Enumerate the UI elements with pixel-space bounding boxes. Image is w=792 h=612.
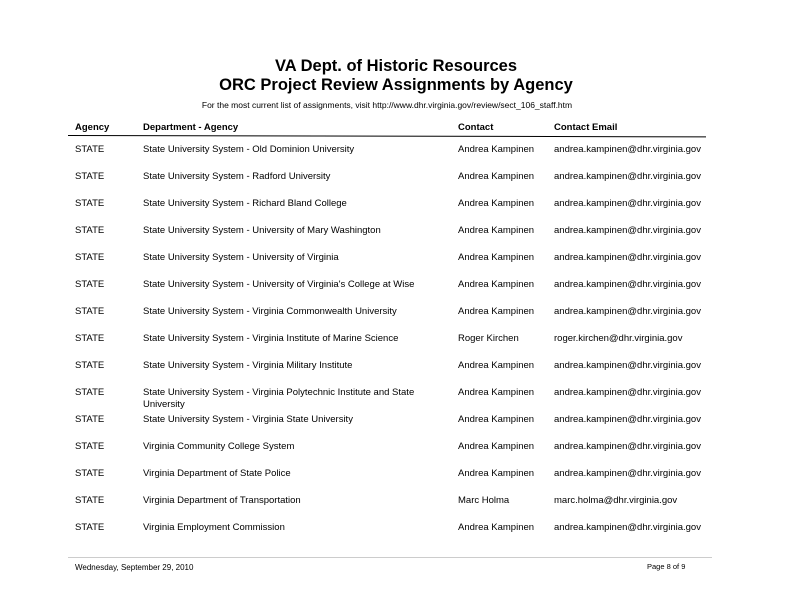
table-row — [0, 252, 792, 278]
contact-cell: Andrea Kampinen — [458, 360, 535, 371]
department-cell: State University System - University of Mary Washington — [143, 225, 381, 236]
agency-cell: STATE — [75, 144, 105, 155]
table-row — [0, 225, 792, 251]
agency-cell: STATE — [75, 333, 105, 344]
agency-cell: STATE — [75, 306, 105, 317]
department-cell: State University System - Radford University — [143, 171, 331, 182]
department-cell: Virginia Department of State Police — [143, 468, 291, 479]
contact-cell: Andrea Kampinen — [458, 522, 535, 533]
department-cell: Virginia Employment Commission — [143, 522, 285, 533]
footer-date: Wednesday, September 29, 2010 — [75, 563, 194, 572]
department-cell: State University System - Virginia Polytechnic Institute and State University — [143, 387, 415, 410]
email-cell: andrea.kampinen@dhr.virginia.gov — [554, 306, 701, 317]
email-cell: andrea.kampinen@dhr.virginia.gov — [554, 171, 701, 182]
agency-cell: STATE — [75, 198, 105, 209]
email-cell: andrea.kampinen@dhr.virginia.gov — [554, 225, 701, 236]
email-cell: roger.kirchen@dhr.virginia.gov — [554, 333, 683, 344]
table-row — [0, 198, 792, 224]
department-cell: State University System - Virginia Institute of Marine Science — [143, 333, 399, 344]
agency-cell: STATE — [75, 171, 105, 182]
column-header-department: Department - Agency — [143, 122, 239, 133]
report-title: VA Dept. of Historic Resources — [274, 57, 518, 75]
contact-cell: Andrea Kampinen — [458, 279, 535, 290]
department-cell: State University System - University of Virginia's College at Wise — [143, 279, 415, 290]
table-row — [0, 522, 792, 548]
department-cell: State University System - Richard Bland College — [143, 198, 347, 209]
email-cell: andrea.kampinen@dhr.virginia.gov — [554, 414, 701, 425]
contact-cell: Andrea Kampinen — [458, 306, 535, 317]
contact-cell: Andrea Kampinen — [458, 225, 535, 236]
contact-cell: Andrea Kampinen — [458, 387, 535, 398]
contact-cell: Andrea Kampinen — [458, 441, 535, 452]
email-cell: andrea.kampinen@dhr.virginia.gov — [554, 144, 701, 155]
agency-cell: STATE — [75, 360, 105, 371]
contact-cell: Andrea Kampinen — [458, 144, 535, 155]
department-cell: State University System - Virginia Commonwealth University — [143, 306, 397, 317]
page-number: Page 8 of 9 — [647, 562, 686, 571]
column-header-agency: Agency — [75, 122, 110, 133]
column-header-email: Contact Email — [554, 122, 618, 133]
agency-cell: STATE — [75, 468, 105, 479]
table-row — [0, 279, 792, 305]
report-url-note: For the most current list of assignments, visit http://www.dhr.virginia.gov/review/sect_106_staff.htm — [201, 100, 573, 110]
table-row — [0, 306, 792, 332]
email-cell: andrea.kampinen@dhr.virginia.gov — [554, 468, 701, 479]
contact-cell: Roger Kirchen — [458, 333, 519, 344]
table-row — [0, 468, 792, 494]
column-header-contact: Contact — [458, 122, 494, 133]
table-row — [0, 360, 792, 386]
email-cell: andrea.kampinen@dhr.virginia.gov — [554, 441, 701, 452]
contact-cell: Andrea Kampinen — [458, 198, 535, 209]
agency-cell: STATE — [75, 441, 105, 452]
email-cell: marc.holma@dhr.virginia.gov — [554, 495, 678, 506]
contact-cell: Andrea Kampinen — [458, 414, 535, 425]
department-cell: Virginia Department of Transportation — [143, 495, 301, 506]
footer-divider — [68, 557, 712, 558]
department-cell: State University System - University of Virginia — [143, 252, 339, 263]
email-cell: andrea.kampinen@dhr.virginia.gov — [554, 279, 701, 290]
department-cell: State University System - Virginia Military Institute — [143, 360, 353, 371]
department-cell: State University System - Virginia State University — [143, 414, 353, 425]
report-subtitle-heading: ORC Project Review Assignments by Agency — [219, 76, 573, 94]
agency-cell: STATE — [75, 387, 105, 398]
table-row — [0, 333, 792, 359]
email-cell: andrea.kampinen@dhr.virginia.gov — [554, 252, 701, 263]
email-cell: andrea.kampinen@dhr.virginia.gov — [554, 198, 701, 209]
agency-cell: STATE — [75, 522, 105, 533]
agency-cell: STATE — [75, 495, 105, 506]
table-row — [0, 495, 792, 521]
email-cell: andrea.kampinen@dhr.virginia.gov — [554, 360, 701, 371]
agency-cell: STATE — [75, 279, 105, 290]
department-cell: Virginia Community College System — [143, 441, 295, 452]
email-cell: andrea.kampinen@dhr.virginia.gov — [554, 522, 701, 533]
table-row — [0, 144, 792, 170]
table-row — [0, 387, 792, 413]
contact-cell: Andrea Kampinen — [458, 468, 535, 479]
department-cell: State University System - Old Dominion University — [143, 144, 355, 155]
agency-cell: STATE — [75, 414, 105, 425]
table-row — [0, 441, 792, 467]
contact-cell: Andrea Kampinen — [458, 252, 535, 263]
contact-cell: Marc Holma — [458, 495, 510, 506]
agency-cell: STATE — [75, 225, 105, 236]
table-row — [0, 171, 792, 197]
header-divider — [68, 135, 706, 137]
agency-cell: STATE — [75, 252, 105, 263]
table-row — [0, 414, 792, 440]
contact-cell: Andrea Kampinen — [458, 171, 535, 182]
email-cell: andrea.kampinen@dhr.virginia.gov — [554, 387, 701, 398]
